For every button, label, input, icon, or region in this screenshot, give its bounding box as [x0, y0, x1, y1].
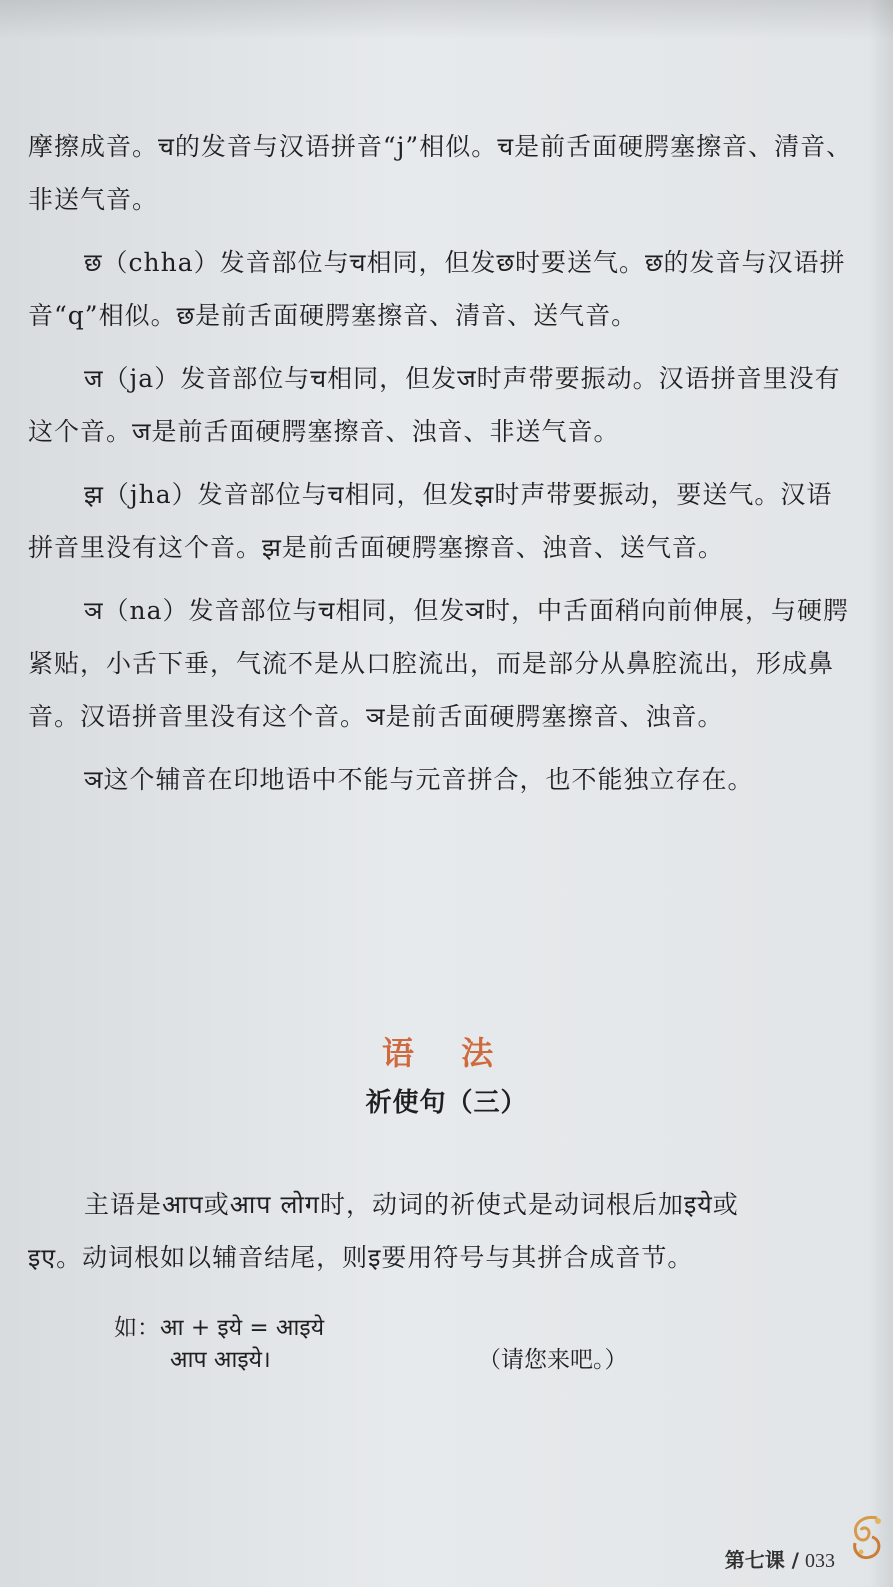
- page-footer: [699, 1520, 835, 1587]
- right-page-shadow: [869, 0, 893, 1587]
- grammar-explanation: [28, 1178, 858, 1284]
- grammar-subheading: 祈使句（三）: [365, 1088, 528, 1118]
- paragraph-3: ज（ja）发音部位与च相同，但发ज时声带要振动。汉语拼音里没有这个音。ज是前舌面硬腭塞擦音、浊音、非送气音。: [28, 364, 841, 446]
- paragraph-5: ञ（na）发音部位与च相同，但发ञ时，中舌面稍向前伸展，与硬腭紧贴，小舌下垂，气流不是从口腔流出，而是部分从鼻腔流出，形成鼻音。汉语拼音里没有这个音。ञ是前舌面硬腭塞擦音、浊音。: [28, 596, 849, 731]
- paragraph-gap: [28, 574, 858, 584]
- decorative-ornament-icon: [843, 1512, 885, 1564]
- paragraph-2: छ（chha）发音部位与च相同，但发छ时要送气。छ的发音与汉语拼音“q”相似。छ是前舌面硬腭塞擦音、清音、送气音。: [28, 248, 846, 330]
- lesson-label: 第七课 /: [724, 1548, 799, 1572]
- grammar-line-2: इए。动词根如以辅音结尾，则इ要用符号与其拼合成音节。: [28, 1243, 694, 1272]
- example-sentence: आप आइये।: [170, 1347, 271, 1373]
- grammar-heading: 语 法: [381, 1034, 512, 1072]
- top-shadow: [0, 0, 893, 40]
- grammar-line-1: 主语是आप或आप लोग时，动词的祈使式是动词根后加इये或: [84, 1190, 739, 1219]
- paragraph-gap: [28, 743, 858, 753]
- page-number: 033: [805, 1550, 835, 1572]
- paragraph-4: झ（jha）发音部位与च相同，但发झ时声带要振动，要送气。汉语拼音里没有这个音。झ是前舌面硬腭塞擦音、浊音、送气音。: [28, 480, 833, 562]
- main-text: [28, 120, 858, 806]
- paragraph-6: ञ这个辅音在印地语中不能与元音拼合，也不能独立存在。: [84, 765, 754, 794]
- paragraph-gap: [28, 342, 858, 352]
- paragraph-1: 摩擦成音。च的发音与汉语拼音“j”相似。च是前舌面硬腭塞擦音、清音、非送气音。: [28, 132, 853, 214]
- example-translation: （请您来吧。）: [478, 1347, 628, 1373]
- example-formula: 如：आ + इये = आइये: [114, 1315, 325, 1341]
- paragraph-gap: [28, 458, 858, 468]
- paragraph-gap: [28, 226, 858, 236]
